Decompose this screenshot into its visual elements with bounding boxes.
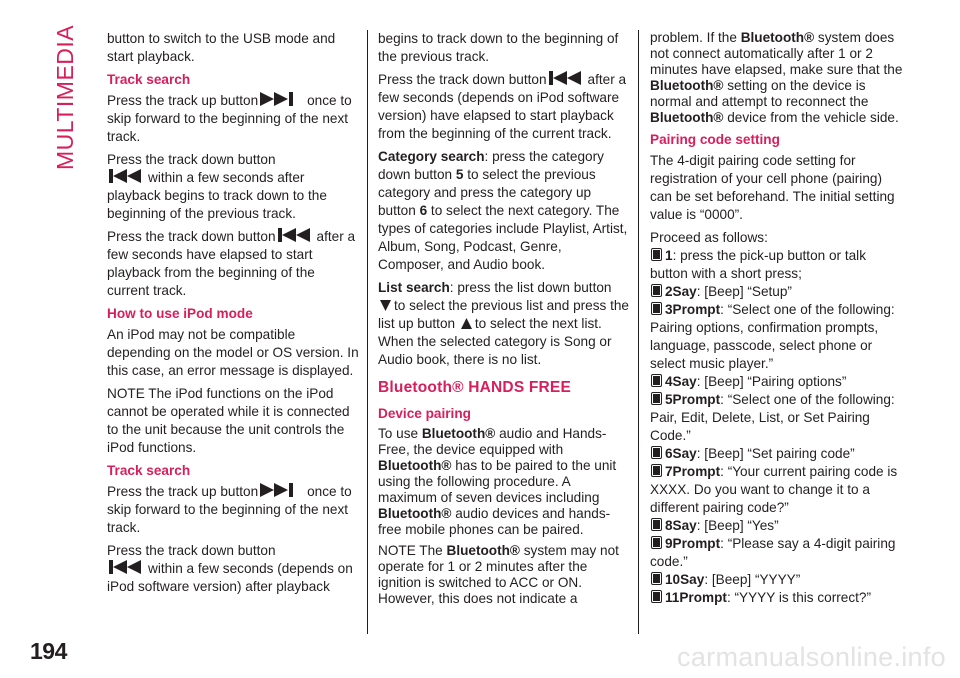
track-down-icon bbox=[109, 169, 145, 183]
note: NOTE The iPod functions on the iPod cannot be operated while it is connected to the unit because the unit controls the iPod functions. bbox=[107, 386, 350, 455]
step-icon bbox=[651, 248, 662, 261]
section-title: MULTIMEDIA bbox=[52, 24, 78, 170]
paragraph: Press the track up button once to skip forward to the beginning of the next track. bbox=[107, 93, 352, 144]
column-divider bbox=[367, 30, 368, 634]
paragraph: Press the track down button within a few seconds (depends on iPod software version) after playback bbox=[107, 543, 353, 594]
paragraph: To use Bluetooth® audio and Hands-Free, the device equipped with Bluetooth® has to be paired to the unit using the following procedure. A maximum of seven devices including Bluetooth® audio devices and hands-free mobile phones can be paired. bbox=[378, 426, 617, 537]
category-search-label: Category search bbox=[378, 149, 485, 164]
track-down-icon bbox=[549, 71, 585, 85]
step-icon bbox=[651, 590, 662, 603]
step-icon bbox=[651, 392, 662, 405]
track-up-icon bbox=[260, 92, 304, 106]
column-1 bbox=[107, 30, 359, 636]
list-item: 5Prompt: “Select one of the following: Pair, Edit, Delete, List, or Set Pairing Code.” bbox=[650, 392, 895, 443]
track-down-icon bbox=[278, 228, 314, 242]
heading-device-pairing: Device pairing bbox=[378, 406, 471, 421]
step-icon bbox=[651, 302, 662, 315]
paragraph: Press the track up button once to skip forward to the beginning of the next track. bbox=[107, 484, 352, 535]
list-item: 10Say: [Beep] “YYYY” bbox=[650, 571, 904, 589]
paragraph: problem. If the Bluetooth® system does not connect automatically after 1 or 2 minutes have elapsed, make sure that the Bluetooth® setting on the device is normal and attempt to reconnect the Bluetooth® device from the vehicle side. bbox=[650, 30, 903, 125]
heading-ipod-mode: How to use iPod mode bbox=[107, 306, 253, 321]
column-3 bbox=[650, 30, 904, 636]
paragraph: An iPod may not be compatible depending on the model or OS version. In this case, an error message is displayed. bbox=[107, 327, 359, 378]
list-down-icon bbox=[380, 300, 391, 311]
heading-bluetooth-hands-free: Bluetooth® HANDS FREE bbox=[378, 379, 572, 396]
list-search-label: List search bbox=[378, 280, 450, 295]
paragraph: button to switch to the USB mode and start playback. bbox=[107, 31, 336, 64]
note: NOTE The Bluetooth® system may not operate for 1 or 2 minutes after the ignition is switched to ACC or ON. However, this does not indicate a bbox=[378, 543, 619, 606]
list-item: 4Say: [Beep] “Pairing options” bbox=[650, 373, 904, 391]
list-item: 8Say: [Beep] “Yes” bbox=[650, 517, 904, 535]
step-icon bbox=[651, 446, 662, 459]
step-icon bbox=[651, 518, 662, 531]
paragraph: Category search: press the category down button 5 to select the previous category and press the category up button 6 to select the next category. The types of categories include Playlist, Artist, Album, Song, Podcast, Genre, Composer, and Audio book. bbox=[378, 149, 628, 272]
column-divider bbox=[638, 30, 639, 634]
list-up-icon bbox=[461, 318, 472, 329]
heading-pairing-code-setting: Pairing code setting bbox=[650, 132, 780, 147]
list-item: 1: press the pick-up button or talk button with a short press; bbox=[650, 248, 866, 281]
list-item: 11Prompt: “YYYY is this correct?” bbox=[650, 589, 904, 607]
step-icon bbox=[651, 536, 662, 549]
list-item: 3Prompt: “Select one of the following: Pairing options, confirmation prompts, language, passcode, select phone or select music player.” bbox=[650, 302, 895, 371]
paragraph: Press the track down button after a few seconds have elapsed to start playback from the beginning of the current track. bbox=[107, 229, 356, 298]
paragraph: begins to track down to the beginning of the previous track. bbox=[378, 31, 619, 64]
paragraph: Press the track down button after a few seconds (depends on iPod software version) have elapsed to start playback from the beginning of the current track. bbox=[378, 72, 627, 141]
heading-track-search: Track search bbox=[107, 72, 191, 87]
list-item: 2Say: [Beep] “Setup” bbox=[650, 283, 904, 301]
track-down-icon bbox=[109, 560, 145, 574]
step-icon bbox=[651, 464, 662, 477]
list-item: 7Prompt: “Your current pairing code is XXXX. Do you want to change it to a different pairing code?” bbox=[650, 464, 898, 515]
column-2 bbox=[378, 30, 630, 636]
step-icon bbox=[651, 572, 662, 585]
paragraph: Press the track down button within a few seconds after playback begins to track down to the beginning of the previous track. bbox=[107, 152, 327, 221]
list-item: 9Prompt: “Please say a 4-digit pairing code.” bbox=[650, 536, 896, 569]
paragraph: Proceed as follows: bbox=[650, 230, 768, 245]
step-icon bbox=[651, 374, 662, 387]
step-icon bbox=[651, 284, 662, 297]
track-up-icon bbox=[260, 483, 304, 497]
page-number: 194 bbox=[30, 638, 67, 664]
paragraph: List search: press the list down button to select the previous list and press the list up button to select the next list. When the selected category is Song or Audio book, there is no list. bbox=[378, 280, 629, 367]
watermark: carmanualsonline.info bbox=[677, 642, 946, 672]
paragraph: The 4-digit pairing code setting for registration of your cell phone (pairing) can be set beforehand. The initial setting value is “0000”. bbox=[650, 153, 895, 222]
heading-track-search: Track search bbox=[107, 463, 191, 478]
step-list bbox=[650, 247, 904, 607]
list-item: 6Say: [Beep] “Set pairing code” bbox=[650, 445, 904, 463]
